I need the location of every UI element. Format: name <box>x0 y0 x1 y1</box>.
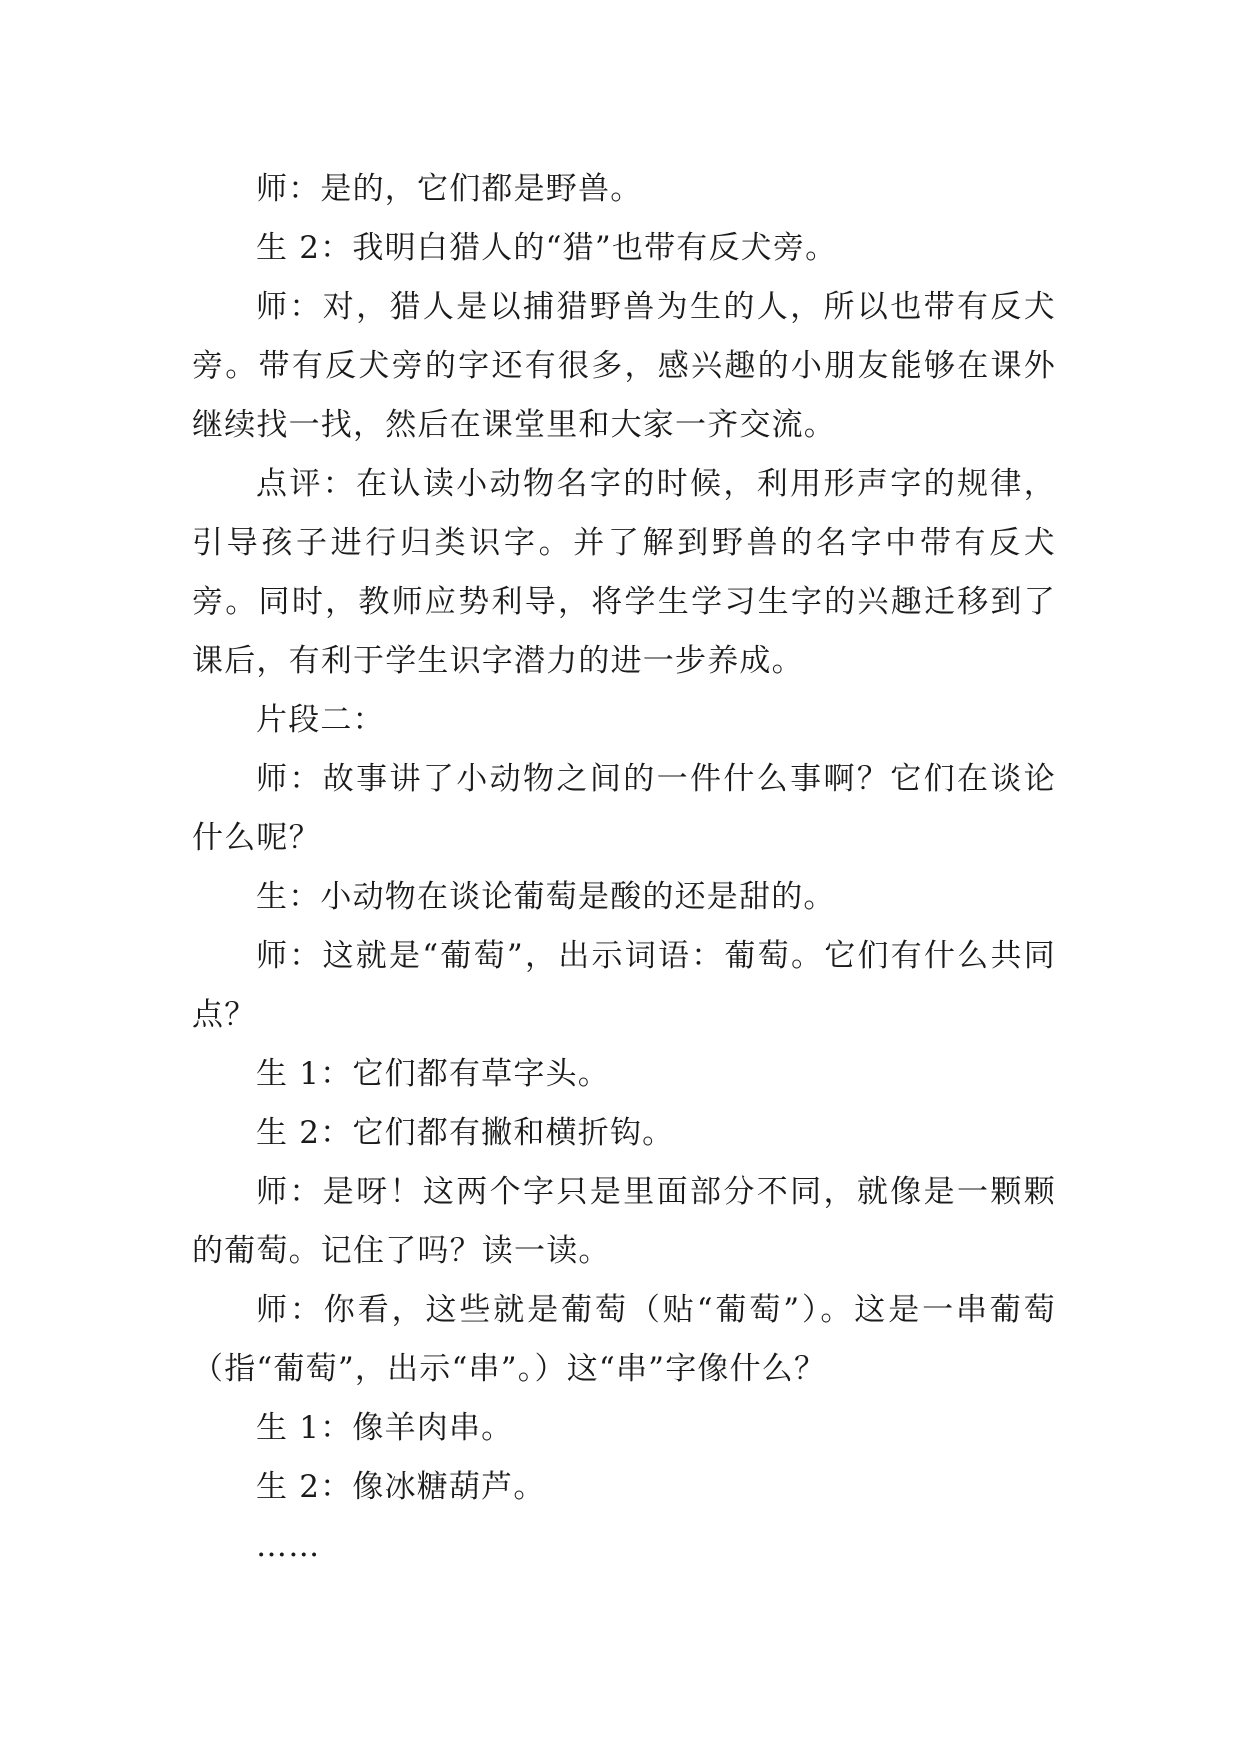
paragraph: 生 2：我明白猎人的“猎”也带有反犬旁。 <box>256 230 838 266</box>
paragraph: 点评：在认读小动物名字的时候，利用形声字的规律，引导孩子进行归类识字。并了解到野兽的名字中带有反犬旁。同时，教师应势利导，将学生学习生字的兴趣迁移到了课后，有利于学生识字潜力的进一步养成。 <box>192 466 1056 679</box>
paragraph: 师：你看，这些就是葡萄（贴“葡萄”）。这是一串葡萄（指“葡萄”，出示“串”。）这“串”字像什么？ <box>192 1292 1056 1387</box>
paragraph: 师：这就是“葡萄”，出示词语：葡萄。它们有什么共同点？ <box>192 938 1056 1033</box>
paragraph: 生：小动物在谈论葡萄是酸的还是甜的。 <box>256 879 836 915</box>
paragraph: 生 2：它们都有撇和横折钩。 <box>256 1115 675 1151</box>
paragraph: 生 1：像羊肉串。 <box>256 1410 514 1446</box>
paragraph: 片段二： <box>256 702 385 738</box>
paragraph: …… <box>256 1528 321 1564</box>
paragraph: 师：是呀！这两个字只是里面部分不同，就像是一颗颗的葡萄。记住了吗？读一读。 <box>192 1174 1056 1269</box>
paragraph: 师：是的，它们都是野兽。 <box>256 171 643 207</box>
paragraph: 师：对，猎人是以捕猎野兽为生的人，所以也带有反犬旁。带有反犬旁的字还有很多，感兴趣的小朋友能够在课外继续找一找，然后在课堂里和大家一齐交流。 <box>192 289 1056 443</box>
paragraph: 生 1：它们都有草字头。 <box>256 1056 610 1092</box>
paragraph: 生 2：像冰糖葫芦。 <box>256 1469 546 1505</box>
paragraph: 师：故事讲了小动物之间的一件什么事啊？它们在谈论什么呢？ <box>192 761 1056 856</box>
document-body <box>192 160 1056 1576</box>
